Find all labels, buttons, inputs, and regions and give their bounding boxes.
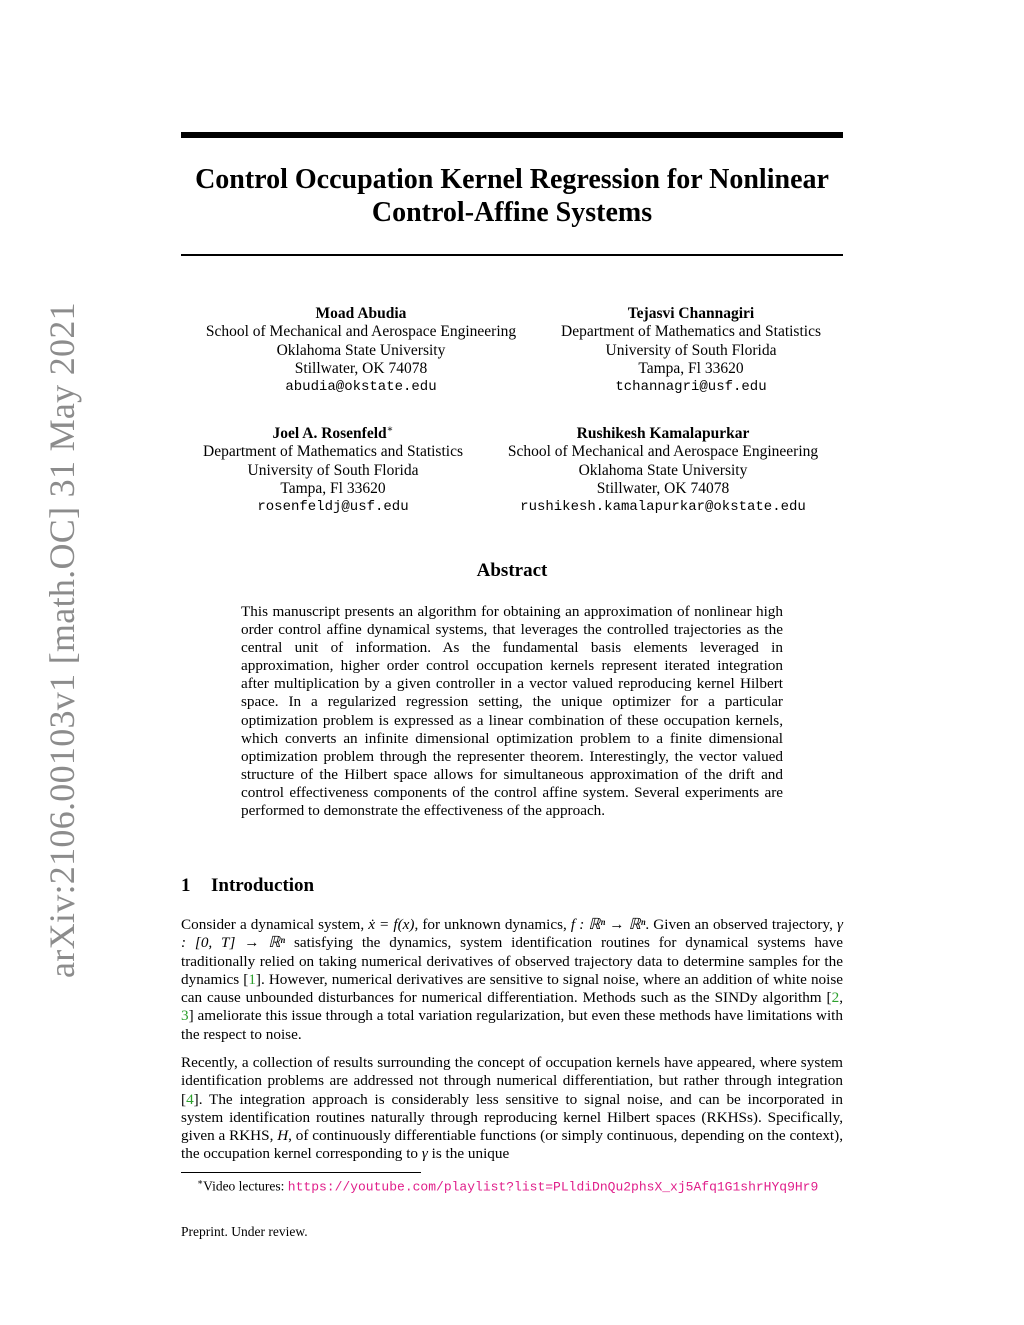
citation-link[interactable]: 3 <box>181 1007 189 1025</box>
author-email[interactable]: tchannagri@usf.edu <box>615 379 767 396</box>
author-institution: Oklahoma State University <box>276 341 446 359</box>
symbol-gamma: γ <box>421 1145 428 1163</box>
paper-title-line2: Control-Affine Systems <box>371 197 653 228</box>
author-name: Joel A. Rosenfeld∗ <box>272 424 394 443</box>
author-email[interactable]: abudia@okstate.edu <box>285 379 437 396</box>
author-name: Rushikesh Kamalapurkar <box>576 425 750 443</box>
intro-paragraph-1: Consider a dynamical system, ẋ = f(x), for unknown dynamics, f : ℝⁿ → ℝⁿ. Given an observed trajectory, γ : [0, T] → ℝⁿ satisfying the dynamics, system identification routines for dynamical systems have traditionally relied on taking numerical derivatives of observed trajectory data to determine samples for the dynamics [1]. However, numerical derivatives are sensitive to signal noise, where an addition of white noise can cause unbounded disturbances for numerical differentiation. Methods such as the SINDy algorithm [2, 3] ameliorate this issue through a total variation regularization, but even these methods have limitations with the respect to noise. <box>181 916 844 1043</box>
equation-map: f : ℝⁿ → ℝⁿ <box>570 916 646 933</box>
paper-title <box>181 163 843 229</box>
author-email[interactable]: rushikesh.kamalapurkar@okstate.edu <box>520 499 806 516</box>
abstract-body: This manuscript presents an algorithm for obtaining an approximation of nonlinear high order control affine dynamical systems, that leverages the controlled trajectories as the central unit of information. As the fundamental basis elements leveraged in approximation, higher order control occupation kernels represent iterated integration after multiplication by a given controller in a vector valued reproducing kernel Hilbert space. In a regularized regression setting, the unique optimizer for a particular optimization problem is expressed as a linear combination of these occupation kernels, which converts an infinite dimensional optimization problem to a finite dimensional optimization problem through the representer theorem. Interestingly, the vector valued structure of the Hilbert space allows for simultaneous approximation of the drift and control effectiveness components of the control affine system. Several experiments are performed to demonstrate the effectiveness of the approach. <box>241 603 783 820</box>
citation-link[interactable]: 1 <box>248 970 256 988</box>
citation-link[interactable]: 4 <box>186 1090 194 1108</box>
footnote-label: Video lectures: <box>203 1178 288 1194</box>
author-institution: Oklahoma State University <box>578 461 748 479</box>
author-name: Moad Abudia <box>315 305 407 323</box>
author-institution: University of South Florida <box>605 341 777 359</box>
footnote <box>197 1177 818 1195</box>
equation-dynamics: ẋ = f(x) <box>368 916 415 933</box>
paper-title-line1: Control Occupation Kernel Regression for Nonlinear <box>195 164 829 195</box>
author-block-3 <box>203 421 463 517</box>
footnote-rule <box>181 1172 421 1173</box>
section-title: Introduction <box>211 875 315 896</box>
author-block-2 <box>561 301 821 397</box>
arxiv-stamp-text: arXiv:2106.00103v1 [math.OC] 31 May 2021 <box>42 302 82 978</box>
intro-paragraph-2: Recently, a collection of results surrounding the concept of occupation kernels have appeared, where system identification problems are addressed not through numerical differentiation, but rather through integration [4]. The integration approach is considerably less sensitive to signal noise, and can be incorporated in system identification routines naturally through reproducing kernel Hilbert spaces (RKHSs). Specifically, given a RKHS, H, of continuously differentiable functions (or simply continuous, depending on the context), the occupation kernel corresponding to γ is the unique <box>181 1054 844 1163</box>
section-heading-introduction <box>181 875 314 897</box>
author-address: Stillwater, OK 74078 <box>596 480 730 498</box>
section-number: 1 <box>181 875 191 896</box>
title-bottom-rule <box>181 254 843 256</box>
author-name: Tejasvi Channagiri <box>627 305 755 323</box>
author-department: Department of Mathematics and Statistics <box>561 323 821 341</box>
page-footer: Preprint. Under review. <box>181 1224 308 1239</box>
abstract-heading: Abstract <box>476 560 548 581</box>
title-top-rule <box>181 132 843 138</box>
author-block-1 <box>206 301 516 397</box>
author-email[interactable]: rosenfeldj@usf.edu <box>257 499 409 516</box>
author-department: Department of Mathematics and Statistics <box>203 443 463 461</box>
author-block-4 <box>508 421 818 517</box>
author-institution: University of South Florida <box>247 461 419 479</box>
footnote-url-link[interactable]: https://youtube.com/playlist?list=PLldiDnQu2phsX_xj5Afq1G1shrHYq9Hr9 <box>287 1179 819 1195</box>
author-department: School of Mechanical and Aerospace Engineering <box>507 443 819 461</box>
author-address: Tampa, Fl 33620 <box>638 360 744 378</box>
equation-trajectory: γ : [0, T] → ℝⁿ <box>181 916 843 952</box>
citation-link[interactable]: 2 <box>831 989 840 1007</box>
symbol-rkhs: H <box>277 1127 289 1145</box>
author-address: Tampa, Fl 33620 <box>280 480 386 498</box>
author-address: Stillwater, OK 74078 <box>294 360 428 378</box>
author-department: School of Mechanical and Aerospace Engineering <box>205 323 517 341</box>
footnote-marker: ∗ <box>197 1177 204 1187</box>
corresponding-author-marker: ∗ <box>386 424 394 435</box>
